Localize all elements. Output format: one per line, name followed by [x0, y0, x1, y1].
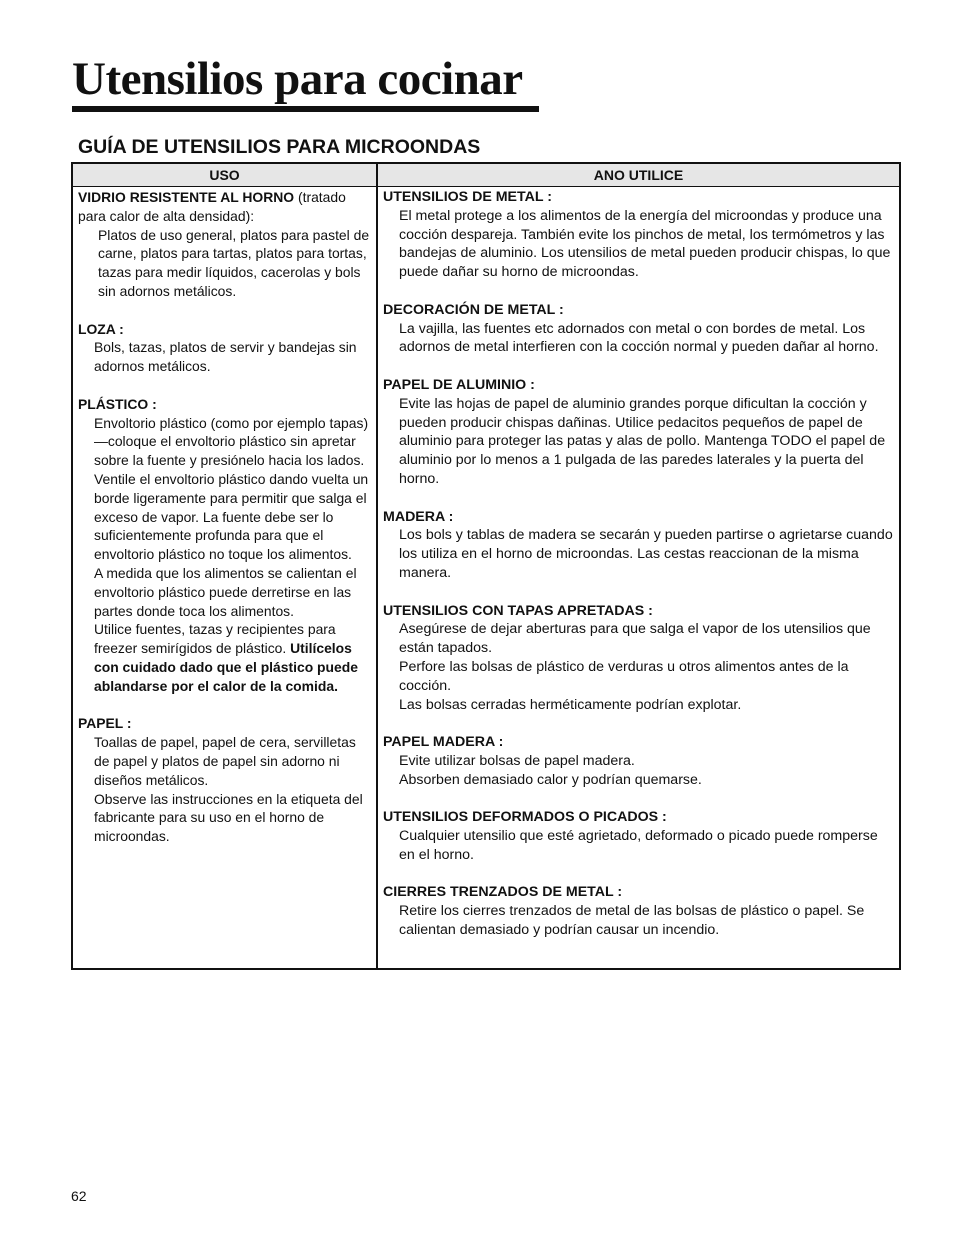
uso-item-loza — [78, 320, 372, 376]
no-item-metal — [383, 188, 897, 282]
item-title: UTENSILIOS DEFORMADOS O PICADOS : — [383, 809, 667, 826]
header-no-utilice: ANO UTILICE — [593, 167, 684, 183]
column-divider — [376, 164, 378, 968]
title-underline — [72, 106, 539, 112]
item-paragraph: Las bolsas cerradas herméticamente podrían explotar. — [399, 696, 742, 713]
table-header-row — [73, 164, 899, 187]
item-title: PLÁSTICO : — [78, 395, 157, 412]
uso-item-papel — [78, 714, 372, 846]
item-paragraph: Platos de uso general, platos para pastel de carne, platos para tartas, platos para tortas, tazas para medir líquidos, cacerolas y bols sin adornos metálicos. — [98, 226, 370, 299]
item-title: PAPEL MADERA : — [383, 734, 504, 751]
item-paragraph: Los bols y tablas de madera se secarán y pueden partirse o agrietarse cuando los utiliza en el horno de microondas. Las cestas reaccionan de la misma manera. — [399, 527, 893, 581]
item-paragraph: Retire los cierres trenzados de metal de las bolsas de plástico o papel. Se calientan demasiado y podrían causar un incendio. — [399, 903, 865, 939]
uso-item-vidrio — [78, 188, 372, 301]
item-title: VIDRIO RESISTENTE AL HORNO — [78, 189, 295, 205]
item-title: PAPEL : — [78, 715, 132, 732]
item-title: LOZA : — [78, 320, 124, 337]
item-paragraph: Ventile el envoltorio plástico dando vuelta un borde ligeramente para permitir que salga el exceso de vapor. La fuente debe ser lo suficientemente profunda para que el envoltorio plástico no toque los alimentos. — [94, 470, 369, 563]
item-paragraph-warning: Utilícelos con cuidado dado que el plástico puede ablandarse por el calor de la comida. — [94, 640, 358, 694]
item-paragraph: Perfore las bolsas de plástico de verduras u otros alimentos antes de la cocción. — [399, 658, 849, 694]
item-paragraph: Absorben demasiado calor y podrían quemarse. — [399, 771, 702, 788]
item-paragraph: La vajilla, las fuentes etc adornados con metal o con bordes de metal. Los adornos de metal interfieren con la cocción normal y pueden dañar al horno. — [399, 320, 879, 356]
no-item-tapas — [383, 602, 897, 715]
item-paragraph: Evite utilizar bolsas de papel madera. — [399, 752, 635, 769]
header-uso: USO — [209, 167, 240, 183]
page-number: 62 — [71, 1188, 87, 1204]
page-title: Utensilios para cocinar — [72, 53, 523, 105]
item-title-note: (tratado para calor de alta densidad): — [78, 189, 346, 224]
item-title: UTENSILIOS DE METAL : — [383, 189, 552, 205]
item-paragraph: Asegúrese de dejar aberturas para que salga el vapor de los utensilios que están tapados. — [399, 621, 871, 657]
no-item-papel-madera — [383, 733, 897, 789]
no-utilice-column — [383, 188, 897, 959]
uso-column — [78, 188, 372, 865]
no-item-decoracion — [383, 301, 897, 357]
item-paragraph-text: Utilice fuentes, tazas y recipientes para freezer semirígidos de plástico. — [94, 621, 336, 657]
item-title: UTENSILIOS CON TAPAS APRETADAS : — [383, 602, 653, 619]
item-paragraph-final — [78, 620, 372, 695]
item-paragraph: Toallas de papel, papel de cera, servilletas de papel y platos de papel sin adorno ni diseños metálicos. — [94, 734, 356, 788]
item-title: PAPEL DE ALUMINIO : — [383, 376, 535, 393]
item-paragraph: Bols, tazas, platos de servir y bandejas sin adornos metálicos. — [94, 339, 357, 375]
item-title: MADERA : — [383, 508, 454, 525]
section-heading: GUÍA DE UTENSILIOS PARA MICROONDAS — [78, 136, 481, 158]
item-paragraph: Cualquier utensilio que esté agrietado, deformado o picado puede romperse en el horno. — [399, 828, 878, 863]
item-paragraph: Observe las instrucciones en la etiqueta del fabricante para su uso en el horno de microondas. — [94, 790, 363, 845]
item-paragraph: El metal protege a los alimentos de la energía del microondas y produce una cocción despareja. También evite los pinchos de metal, los termómetros y las bandejas de aluminio. Los utensilios de metal pueden producir chispas, lo que puede dañar su horno de microondas. — [399, 207, 891, 281]
utensil-guide-table — [71, 162, 901, 970]
no-item-deformados — [383, 808, 897, 864]
item-title: CIERRES TRENZADOS DE METAL : — [383, 884, 623, 901]
item-paragraph: Evite las hojas de papel de aluminio grandes porque dificultan la cocción y pueden producir chispas dañinas. Utilice pedacitos pequeños de papel de aluminio para proteger las patas y alas de pollo. Mantenga TODO el papel de aluminio por lo menos a 1 pulgada de las paredes laterales y la puerta del horno. — [399, 395, 886, 487]
no-item-cierres — [383, 883, 897, 939]
no-item-madera — [383, 508, 897, 583]
item-paragraph: A medida que los alimentos se calientan el envoltorio plástico puede derretirse en las partes donde toca los alimentos. — [94, 564, 357, 619]
no-item-aluminio — [383, 376, 897, 489]
uso-item-plastico — [78, 395, 372, 696]
item-paragraph: Envoltorio plástico (como por ejemplo tapas)—coloque el envoltorio plástico sin apretar sobre la fuente y presiónelo hacia los lados. — [94, 414, 369, 469]
item-title: DECORACIÓN DE METAL : — [383, 301, 564, 318]
